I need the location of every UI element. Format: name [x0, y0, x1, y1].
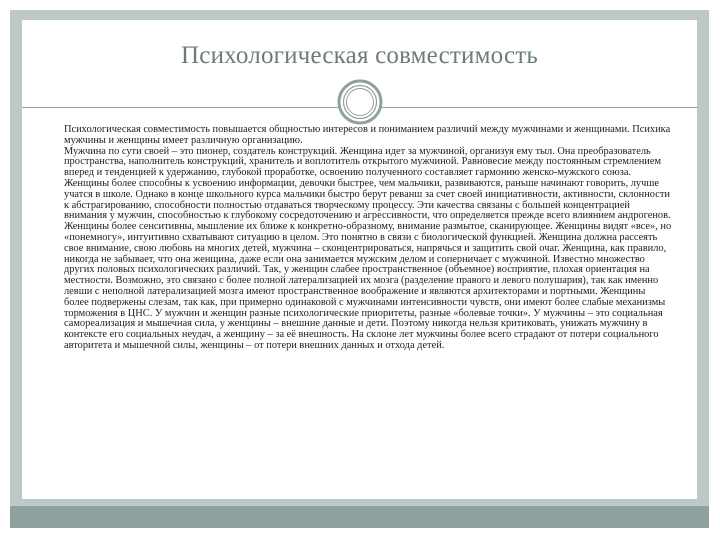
list-item: [32, 125, 672, 147]
bullet-list: [32, 125, 672, 352]
list-item: [32, 147, 672, 179]
bullet-text: Психологическая совместимость повышается общностью интересов и пониманием различий между мужчинами и женщинами. Психика мужчины и женщины имеет различную организацию.: [64, 124, 671, 146]
list-item: [32, 179, 672, 352]
circle-ornament-icon: [336, 78, 384, 126]
slide-footer-band: [10, 506, 709, 528]
bullet-text: Женщины более способны к усвоению информации, девочки быстрее, чем мальчики, развиваются, раньше начинают говорить, лучше учатся в школе. Однако в конце школьного курса мальчики быстро берут реванш за счет своей инициативности, активности, склонности к абстрагированию, способности полностью отдаваться творческому процессу. Эти качества связаны с большей концентрацией внимания у мужчин, способностью к глубокому сосредоточению и агрессивности, что определяется прежде всего влиянием андрогенов. Женщины более сенситивны, мышление их ближе к конкретно-образному, внимание размытое, сканирующее. Женщины видят «все», но «понемногу», интуитивно схватывают ситуацию в целом. Это понятно в связи с биологической функцией. Женщина должна рассеять свое внимание, свою любовь на многих детей, мужчина – сконцентрироваться, напрячься и защитить свой очаг. Женщина, как правило, никогда не забывает, что она женщина, даже если она занимается мужским делом и соперничает с мужчиной. Известно множество других половых психологических различий. Так, у женщин слабее пространственное (объемное) восприятие, плохая ориентация на местности. Возможно, это связано с более полной латерализацией их мозга (разделение правого и левого полушария), так как именно левши с неполной латерализацией мозга имеют пространственное воображение и являются архитекторами и портными. Женщины более подвержены слезам, так как, при примерно одинаковой с мужчинами интенсивности чувств, они имеют более слабые механизмы торможения в ЦНС. У мужчин и женщин разные психологические приоритеты, разные «болевые точки». У мужчины – это социальная самореализация и мышечная сила, у женщины – внешние данные и дети. Поэтому никогда нельзя критиковать, унижать мужчину в контексте его социальных неудач, а женщину – за её внешность. На склоне лет мужчины более всего страдают от потери социального авторитета и мышечной силы, женщины – от потери внешних данных и отхода детей.: [64, 177, 672, 351]
slide-title: Психологическая совместимость: [181, 42, 538, 69]
bullet-text: Мужчина по сути своей – это пионер, создатель конструкций. Женщина идет за мужчиной, организуя ему тыл. Она преобразователь пространства, наполнитель конструкций, хранитель и воплотитель открытого мужчиной. Равновесие между постоянным стремлением вперед и тенденцией к удержанию, глубокой проработке, освоению полученного составляет гармонию женско-мужского союза.: [64, 145, 662, 179]
